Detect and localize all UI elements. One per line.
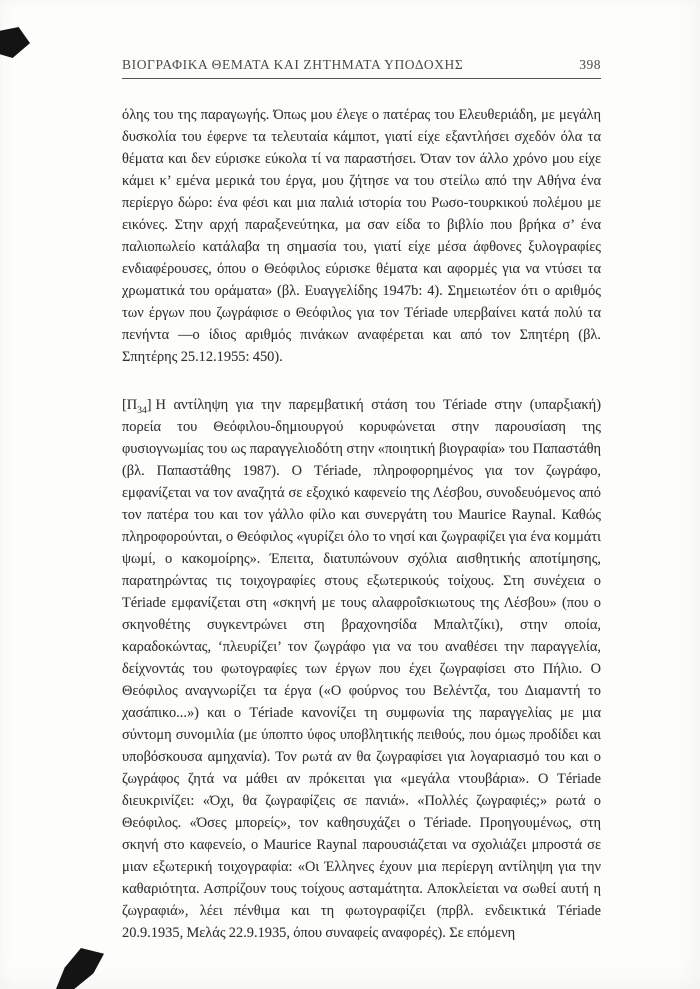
- running-head: [122, 57, 601, 79]
- running-head-title: ΒΙΟΓΡΑΦΙΚΑ ΘΕΜΑΤΑ ΚΑΙ ΖΗΤΗΜΑΤΑ ΥΠΟΔΟΧΗΣ: [122, 57, 464, 72]
- page-body: [122, 104, 601, 944]
- paragraph-marker: [122, 397, 152, 416]
- paragraph-marker-subscript: 34: [137, 405, 147, 416]
- paragraph-continuation: [122, 104, 601, 368]
- paragraph-continuation-text: όλης του της παραγωγής. Όπως μου έλεγε ο πατέρας του Ελευθεριάδη, με μεγάλη δυσκολία του έφερνε τα τελευταία κάμποτ, γιατί είχε εξαντλήσει σχεδόν όλα τα θέματα και δεν εύρισκε εύκολα τί να παραστήσει. Όταν τον άλλο χρόνο μου είχε κάμει κ’ εμένα μερικά του έργα, μου ζήτησε να του στείλω από την Αθήνα ένα περίεργο δώρο: ένα φέσι και μια παλιά ιστορία του Ρωσο-τουρκικού πολέμου με εικόνες. Στην αρχή παραξενεύτηκα, μα σαν είδα το βιβλίο που βρήκα σ’ ένα παλιοπωλείο κατάλαβα τη σημασία του, γιατί είχε μέσα άφθονες ξυλογραφίες ενδιαφέρουσες, όπου ο Θεόφιλος εύρισκε θέματα και αφορμές για να ντύσει τα χρωματικά του οράματα» (βλ. Ευαγγελίδης 1947b: 4). Σημειωτέον ότι ο αριθμός των έργων που ζωγράφισε ο Θεόφιλος για τον Tériade υπερβαίνει κατά πολύ τα πενήντα —ο ίδιος αριθμός πινάκων αναφέρεται και από τον Σπητέρη (βλ. Σπητέρης 25.12.1955: 450).: [122, 107, 601, 365]
- paragraph-marker-symbol: Π: [126, 397, 138, 413]
- paragraph-p34: [122, 394, 601, 944]
- scan-artifact-top-left: [0, 27, 30, 58]
- scan-artifact-bottom-left: [56, 948, 104, 989]
- paragraph-marker-close-bracket: ]: [146, 397, 152, 413]
- paragraph-p34-text: Η αντίληψη για την παρεμβατική στάση του Tériade στην (υπαρξιακή) πορεία του Θεόφιλου-δημιουργού κορυφώνεται στην παρουσίαση της φυσιογνωμίας του ως παραγγελιοδότη στην «ποιητική βιογραφία» του Παπαστάθη (βλ. Παπαστάθης 1987). Ο Tériade, πληροφορημένος για τον ζωγράφο, εμφανίζεται να τον αναζητά σε εξοχικό καφενείο της Λέσβου, συνοδευόμενος από τον πατέρα του και τον γάλλο φίλο και συνεργάτη του Maurice Raynal. Καθώς πληροφορούνται, ο Θεόφιλος «γυρίζει όλο το νησί και ζωγραφίζει για ένα κομμάτι ψωμί, ο κακομοίρης». Έπειτα, διατυπώνουν σχόλια αισθητικής αποτίμησης, παρατηρώντας τις τοιχογραφίες στους εξωτερικούς τοίχους. Στη συνέχεια ο Tériade εμφανίζεται στη «σκηνή με τους αλαφροΐσκιωτους της Λέσβου» (που ο σκηνοθέτης συγκεντρώνει στη βραχονησίδα Μπαλτζίκι), στην οποία, καραδοκώντας, ‘πλευρίζει’ τον ζωγράφο για να του αναθέσει την παραγγελία, δείχνοντάς του φωτογραφίες των έργων που έχει ζωγραφίσει στο Πήλιο. Ο Θεόφιλος αναγνωρίζει τα έργα («Ο φούρνος του Βελέντζα, του Διαμαντή το χασάπικο...») και ο Tériade κανονίζει τη συμφωνία της παραγγελίας με μια σύντομη συνομιλία (με ύποπτο ύφος υποβλητικής πειθούς, που όμως προδίδει και υποβόσκουσα αμηχανία). Τον ρωτά αν θα ζωγραφίσει για λογαριασμό του και ο ζωγράφος ζητά να μάθει αν πρόκειται για «μεγάλα ντουβάρια». Ο Tériade διευκρινίζει: «Όχι, θα ζωγραφίζεις σε πανιά». «Πολλές ζωγραφιές;» ρωτά ο Θεόφιλος. «Όσες μπορείς», τον καθησυχάζει ο Tériade. Προηγουμένως, στη σκηνή στο καφενείο, ο Maurice Raynal παρουσιάζεται να σχολιάζει μπροστά σε μιαν εξωτερική τοιχογραφία: «Οι Έλληνες έχουν μια περίεργη αντίληψη για την καθαριότητα. Ασπρίζουν τους τοίχους ασταμάτητα. Αποκλείεται να σωθεί αυτή η ζωγραφιά», λέει πένθιμα και τη φωτογραφίζει (πρβλ. ενδεικτικά Tériade 20.9.1935, Μελάς 22.9.1935, όπου συναφείς αναφορές). Σε επόμενη: [122, 397, 601, 941]
- page-number: 398: [579, 57, 601, 72]
- paragraph-marker-open-bracket: [: [122, 397, 127, 413]
